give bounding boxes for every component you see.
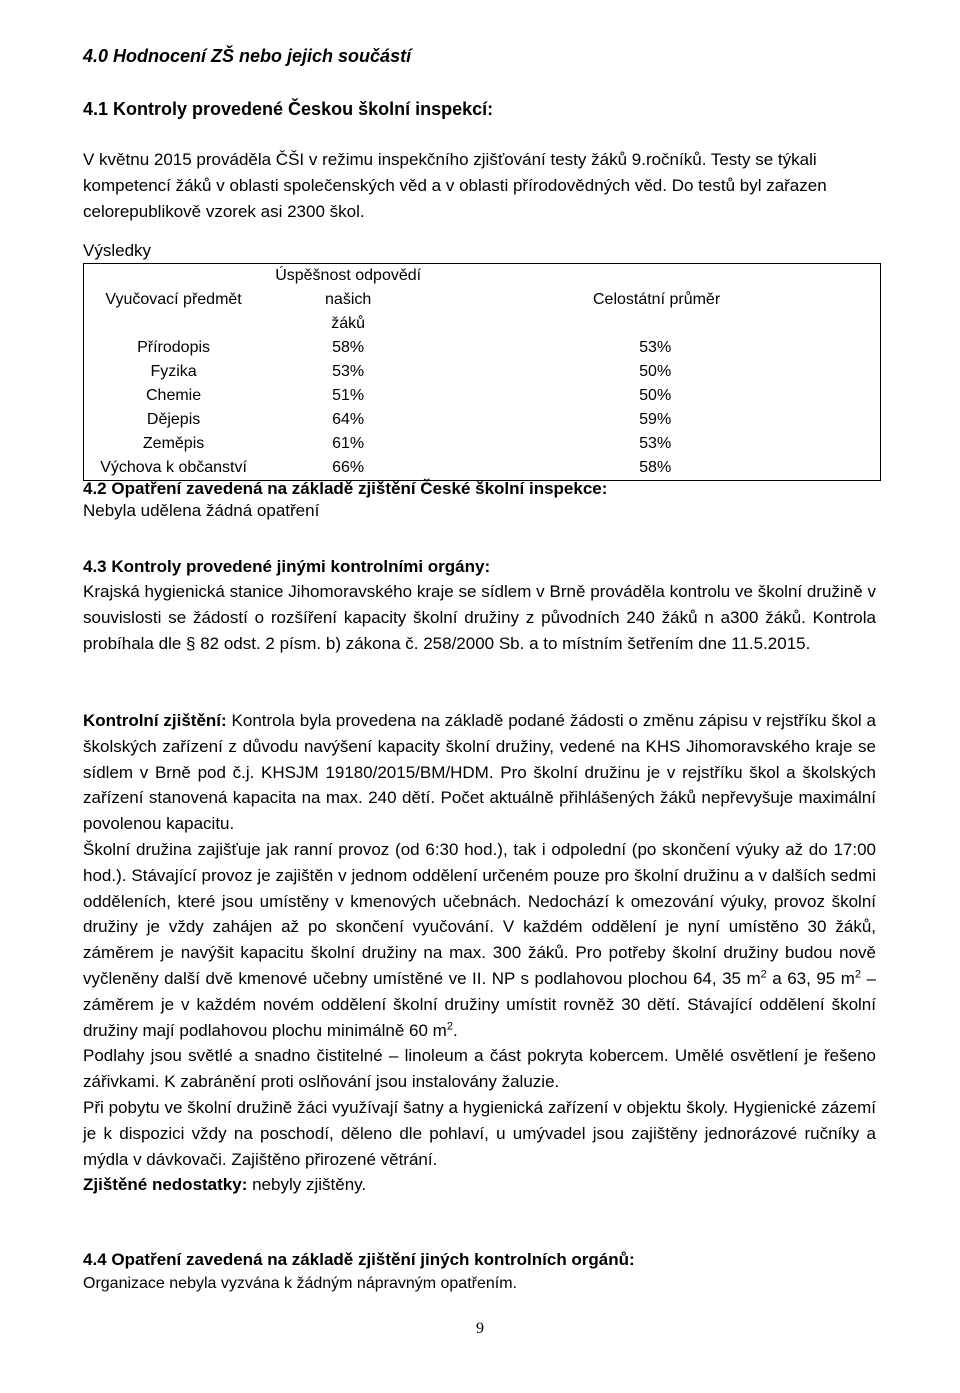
section-44-heading: 4.4 Opatření zavedená na základě zjištění jiných kontrolních orgánů:: [83, 1250, 635, 1269]
deficiencies-label: Zjištěné nedostatky:: [83, 1175, 248, 1195]
cell-ours: 51%: [332, 387, 365, 404]
main-heading: 4.0 Hodnocení ZŠ nebo jejich součástí: [83, 46, 412, 66]
intro-line-1: V květnu 2015 prováděla ČŠI v režimu inspekčního zjišťování testy žáků 9.ročníků. Testy se týkali: [83, 150, 817, 169]
findings-p2-end: – záměrem je v každém novém oddělení školní družiny umístit rovněž 30 dětí. Stávající oddělení školní družiny mají podlahovou plochu minimálně 60 m: [83, 968, 876, 1040]
findings-p3: Podlahy jsou světlé a snadno čistitelné – linoleum a část pokryta kobercem. Umělé osvětlení je řešeno zářivkami. K zabránění proti oslňování jsou instalovány žaluzie.: [83, 1046, 876, 1092]
superscript-2b: 2: [854, 968, 862, 981]
intro-paragraph: [83, 147, 883, 225]
cell-subject: Dějepis: [146, 411, 201, 428]
cell-ours: 58%: [332, 339, 365, 356]
cell-subject: Přírodopis: [137, 339, 211, 356]
header-national: Celostátní průměr: [592, 291, 721, 308]
superscript-2a: 2: [760, 968, 767, 981]
header-subject: Vyučovací předmět: [105, 291, 242, 308]
cell-subject: Chemie: [146, 387, 202, 404]
deficiencies-line: [83, 1172, 876, 1198]
table-row: [84, 360, 881, 384]
cell-ours: 61%: [332, 435, 365, 452]
results-table: [83, 263, 881, 481]
cell-national: 53%: [639, 435, 672, 452]
header-ours-line1: Úspěšnost odpovědí našich: [275, 267, 422, 308]
findings-p1: [83, 708, 876, 837]
section-43-heading: 4.3 Kontroly provedené jinými kontrolními orgány:: [83, 557, 491, 576]
table-header-row: [84, 264, 881, 337]
cell-ours: 66%: [332, 459, 365, 476]
findings-p2-tail: .: [452, 1020, 458, 1040]
cell-subject: Fyzika: [150, 363, 197, 380]
table-row: [84, 408, 881, 432]
cell-national: 59%: [639, 411, 672, 428]
findings-p2-mid: a 63, 95 m: [766, 968, 855, 988]
table-row: [84, 384, 881, 408]
superscript-2c: 2: [446, 1019, 453, 1032]
findings-p1-text: Kontrola byla provedena na základě podané žádosti o změnu zápisu v rejstříku škol a školských zařízení z důvodu navýšení kapacity školní družiny, vedené na KHS Jihomoravského kraje se sídlem v Brně pod č.j. KHSJM 19180/2015/BM/HDM. Pro školní družinu je v rejstříku škol a školských zařízení stanovená kapacita na max. 240 dětí. Počet aktuálně přihlášených žáků nepřevyšuje maximální povolenou kapacitu.: [83, 711, 876, 834]
deficiencies-text: nebyly zjištěny.: [247, 1175, 367, 1195]
results-label: Výsledky: [83, 241, 152, 260]
section-41-heading: 4.1 Kontroly provedené Českou školní inspekcí:: [83, 99, 494, 119]
table-row: [84, 432, 881, 456]
section-44: [83, 1248, 883, 1296]
cell-national: 58%: [639, 459, 672, 476]
findings-block: [83, 708, 876, 1198]
findings-p2-text: Školní družina zajišťuje jak ranní provoz (od 6:30 hod.), tak i odpolední (po skončení výuky až do 17:00 hod.). Stávající provoz je zajištěn v jednom oddělení určeném pouze pro školní družinu a v dalších sedmi odděleních, které jsou umístěny v kmenových učebnách. Nedochází k omezování výuky, provoz školní družiny je vždy zahájen až po skončení vyučování. V každém oddělení je nyní umístěno 30 žáků, záměrem je navýšit kapacitu školní družiny na max. 300 žáků. Pro potřeby školní družiny budou nově vyčleněny další dvě kmenové učebny umístěné ve II. NP s podlahovou plochou 64, 35 m: [83, 839, 876, 988]
section-43: [83, 555, 876, 656]
cell-ours: 53%: [332, 363, 365, 380]
section-42-heading: 4.2 Opatření zavedená na základě zjištění České školní inspekce:: [83, 479, 608, 498]
section-44-text: Organizace nebyla vyzvána k žádným nápravným opatřením.: [83, 1275, 517, 1292]
cell-national: 50%: [639, 363, 672, 380]
section-42-text: Nebyla udělena žádná opatření: [83, 501, 320, 520]
header-ours-line2: žáků: [331, 315, 366, 332]
intro-line-3: celorepublikově vzorek asi 2300 škol.: [83, 202, 365, 221]
cell-national: 53%: [639, 339, 672, 356]
section-42: [83, 479, 883, 523]
table-body: [84, 336, 881, 481]
section-43-paragraph: Krajská hygienická stanice Jihomoravského kraje se sídlem v Brně prováděla kontrolu ve školní družině v souvislosti se žádostí o rozšíření kapacity školní družiny z původních 240 žáků n a300 žáků. Kontrola probíhala dle § 82 odst. 2 písm. b) zákona č. 258/2000 Sb. a to místním šetřením dne 11.5.2015.: [83, 582, 876, 653]
page-number: 9: [476, 1320, 484, 1337]
findings-p4: Při pobytu ve školní družině žáci využívají šatny a hygienická zařízení v objektu školy. Hygienické zázemí je k dispozici vždy na poschodí, děleno dle pohlaví, u umývadel jsou zajištěny jednorázové ručníky a mýdla v dávkovači. Zajištěno přirozené větrání.: [83, 1097, 876, 1169]
header-ours: [263, 264, 433, 337]
cell-subject: Výchova k občanství: [100, 459, 247, 476]
cell-ours: 64%: [332, 411, 365, 428]
table-row: [84, 456, 881, 481]
intro-line-2: kompetencí žáků v oblasti společenských věd a v oblasti přírodovědných věd. Do testů byl zařazen: [83, 176, 827, 195]
cell-subject: Zeměpis: [142, 435, 205, 452]
table-row: [84, 336, 881, 360]
findings-p2: [83, 837, 876, 1043]
cell-national: 50%: [639, 387, 672, 404]
findings-label: Kontrolní zjištění:: [83, 711, 227, 730]
